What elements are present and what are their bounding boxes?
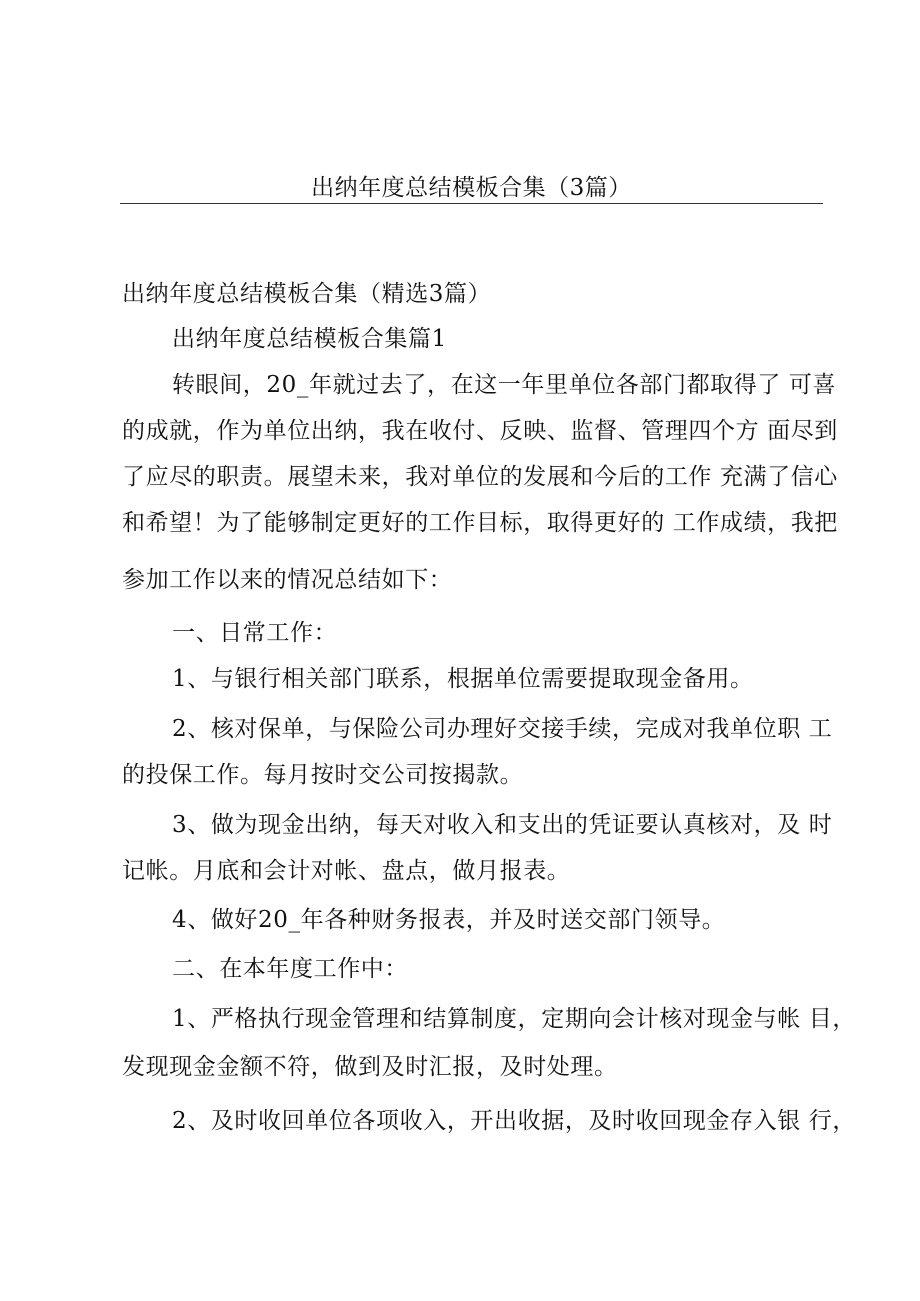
list-item-continuation: 记帐。月底和会计对帐、盘点，做月报表。: [122, 858, 571, 884]
list-item: 4、做好20_年各种财务报表，并及时送交部门领导。: [172, 907, 726, 933]
document-subtitle: 出纳年度总结模板合集（精选3篇）: [122, 281, 492, 307]
part-heading: 一、日常工作：: [172, 620, 338, 646]
part-heading: 二、在本年度工作中：: [172, 956, 408, 982]
paragraph-line: 了应尽的职责。展望未来，我对单位的发展和今后的工作 充满了信心: [122, 464, 838, 490]
section-heading: 出纳年度总结模板合集篇1: [172, 326, 447, 352]
title-underline: [120, 203, 823, 204]
paragraph-line: 和希望！为了能够制定更好的工作目标，取得更好的 工作成绩，我把: [122, 510, 838, 536]
paragraph-line: 转眼间，20_年就过去了，在这一年里单位各部门都取得了 可喜: [172, 372, 837, 398]
paragraph-line: 参加工作以来的情况总结如下：: [122, 567, 453, 593]
list-item: 2、及时收回单位各项收入，开出收据，及时收回现金存入银 行，: [172, 1108, 856, 1134]
list-item-continuation: 的投保工作。每月按时交公司按揭款。: [122, 762, 524, 788]
list-item: 1、严格执行现金管理和结算制度，定期向会计核对现金与帐 目，: [172, 1006, 856, 1032]
list-item: 1、与银行相关部门联系，根据单位需要提取现金备用。: [172, 666, 754, 692]
list-item: 3、做为现金出纳，每天对收入和支出的凭证要认真核对，及 时: [172, 812, 833, 838]
list-item-continuation: 发现现金金额不符，做到及时汇报，及时处理。: [122, 1054, 618, 1080]
paragraph-line: 的成就，作为单位出纳，我在收付、反映、监督、管理四个方 面尽到: [122, 418, 838, 444]
list-item: 2、核对保单，与保险公司办理好交接手续，完成对我单位职 工: [172, 716, 833, 742]
document-title: 出纳年度总结模板合集（3篇）: [311, 175, 632, 201]
